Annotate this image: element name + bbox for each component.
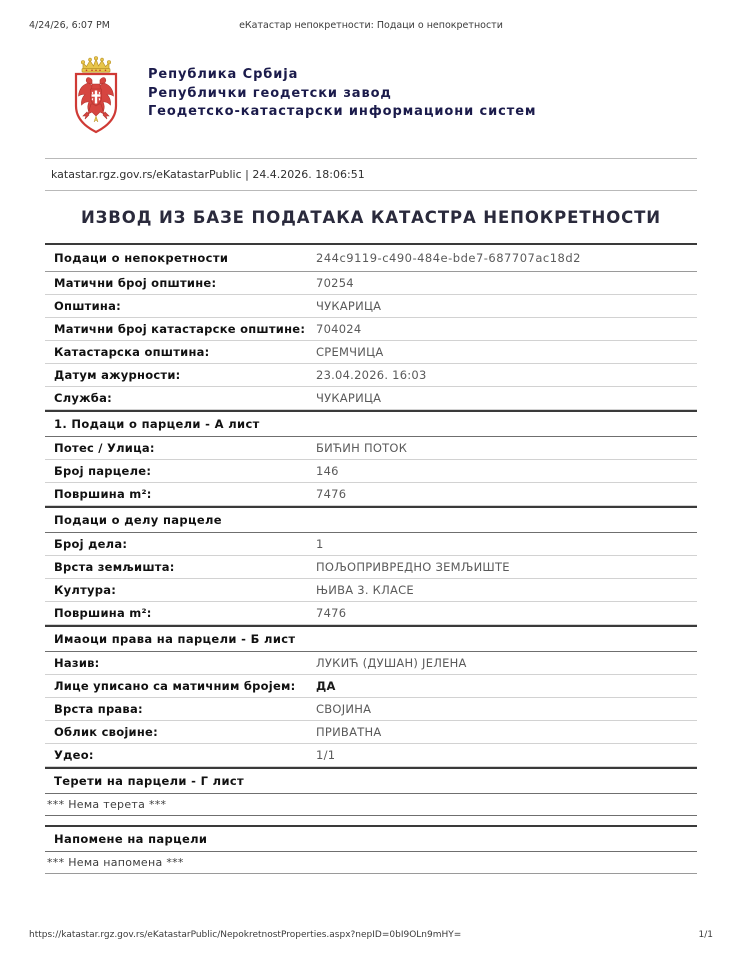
row-label: Матични број катастарске општине: xyxy=(54,322,306,336)
row-label: Удео: xyxy=(54,748,94,762)
row-value: СВОЈИНА xyxy=(316,702,372,716)
browser-print-header xyxy=(0,20,742,34)
row-label: Назив: xyxy=(54,656,100,670)
table-row xyxy=(45,483,697,506)
table-row xyxy=(45,579,697,602)
footer-page-number: 1/1 xyxy=(698,930,713,940)
row-label: Општина: xyxy=(54,299,121,313)
parcel-part-section-header: Подаци о делу парцеле xyxy=(45,506,697,533)
organization-title xyxy=(148,66,536,122)
row-label: Матични број општине: xyxy=(54,276,217,290)
table-row xyxy=(45,744,697,767)
row-label: Облик својине: xyxy=(54,725,158,739)
table-row xyxy=(45,341,697,364)
row-label: Број парцеле: xyxy=(54,464,152,478)
parcel-part-section xyxy=(45,506,697,625)
table-row xyxy=(45,721,697,744)
table-row xyxy=(45,295,697,318)
notes-empty-note: *** Нема напомена *** xyxy=(45,852,697,874)
table-row xyxy=(45,272,697,295)
parcel-section xyxy=(45,410,697,506)
footer-url: https://katastar.rgz.gov.rs/eKatastarPublic/NepokretnostProperties.aspx?nepID=0bI9OLn9mHY= xyxy=(29,930,462,940)
row-value: 70254 xyxy=(316,276,354,290)
row-value: 1/1 xyxy=(316,748,336,762)
row-value: 7476 xyxy=(316,606,347,620)
notes-section xyxy=(45,825,697,874)
row-label: Врста права: xyxy=(54,702,143,716)
row-label: Лице уписано са матичним бројем: xyxy=(54,679,296,693)
row-value: 146 xyxy=(316,464,339,478)
row-value: БИЋИН ПОТОК xyxy=(316,441,408,455)
org-line-system: Геодетско-катастарски информациони систем xyxy=(148,104,537,119)
table-row xyxy=(45,602,697,625)
page-title: ИЗВОД ИЗ БАЗЕ ПОДАТАКА КАТАСТРА НЕПОКРЕТНОСТИ xyxy=(80,208,662,227)
row-value: ЧУКАРИЦА xyxy=(316,299,382,313)
encumbrances-section xyxy=(45,767,697,816)
row-value: ЛУКИЋ (ДУШАН) ЈЕЛЕНА xyxy=(316,656,467,670)
row-value: ДА xyxy=(316,679,336,693)
property-section xyxy=(45,243,697,410)
row-value: СРЕМЧИЦА xyxy=(316,345,384,359)
row-label: Број дела: xyxy=(54,537,128,551)
row-value: 23.04.2026. 16:03 xyxy=(316,368,427,382)
masthead xyxy=(45,48,697,146)
table-row xyxy=(45,364,697,387)
row-value: ЊИВА 3. КЛАСЕ xyxy=(316,583,414,597)
document-page xyxy=(45,48,697,874)
parcel-section-header: 1. Подаци о парцели - А лист xyxy=(45,410,697,437)
table-row xyxy=(45,675,697,698)
table-row xyxy=(45,652,697,675)
row-label: Врста земљишта: xyxy=(54,560,175,574)
source-url-timestamp: katastar.rgz.gov.rs/eKatastarPublic | 24.4.2026. 18:06:51 xyxy=(45,158,697,191)
row-label: Култура: xyxy=(54,583,117,597)
rights-holders-section xyxy=(45,625,697,767)
table-row xyxy=(45,318,697,341)
print-date: 4/24/26, 6:07 PM xyxy=(29,20,110,31)
notes-section-header: Напомене на парцели xyxy=(45,825,697,852)
encumbrances-empty-note: *** Нема терета *** xyxy=(45,794,697,816)
row-label: Катастарска општина: xyxy=(54,345,210,359)
org-line-authority: Републички геодетски завод xyxy=(148,85,392,101)
property-section-header xyxy=(45,243,697,272)
browser-print-footer xyxy=(0,930,742,944)
rights-section-header: Имаоци права на парцели - Б лист xyxy=(45,625,697,652)
table-row xyxy=(45,437,697,460)
property-section-label: Подаци о непокретности xyxy=(54,251,229,265)
row-label: Површина m²: xyxy=(54,606,152,620)
table-row xyxy=(45,460,697,483)
row-value: ЧУКАРИЦА xyxy=(316,391,382,405)
property-guid-value: 244c9119-c490-484e-bde7-687707ac18d2 xyxy=(316,251,581,265)
encumbrances-section-header: Терети на парцели - Г лист xyxy=(45,767,697,794)
row-value: 1 xyxy=(316,537,324,551)
row-label: Потес / Улица: xyxy=(54,441,155,455)
row-label: Површина m²: xyxy=(54,487,152,501)
row-label: Датум ажурности: xyxy=(54,368,181,382)
org-line-republic: Република Србија xyxy=(148,67,299,82)
row-value: ПОЉОПРИВРЕДНО ЗЕМЉИШТЕ xyxy=(316,560,510,574)
table-row xyxy=(45,556,697,579)
row-label: Служба: xyxy=(54,391,112,405)
table-row xyxy=(45,533,697,556)
print-page-title: еКатастар непокретности: Подаци о непокретности xyxy=(239,20,503,31)
row-value: 7476 xyxy=(316,487,347,501)
row-value: 704024 xyxy=(316,322,362,336)
table-row xyxy=(45,698,697,721)
serbian-coat-of-arms-icon xyxy=(68,56,124,136)
row-value: ПРИВАТНА xyxy=(316,725,382,739)
table-row xyxy=(45,387,697,410)
